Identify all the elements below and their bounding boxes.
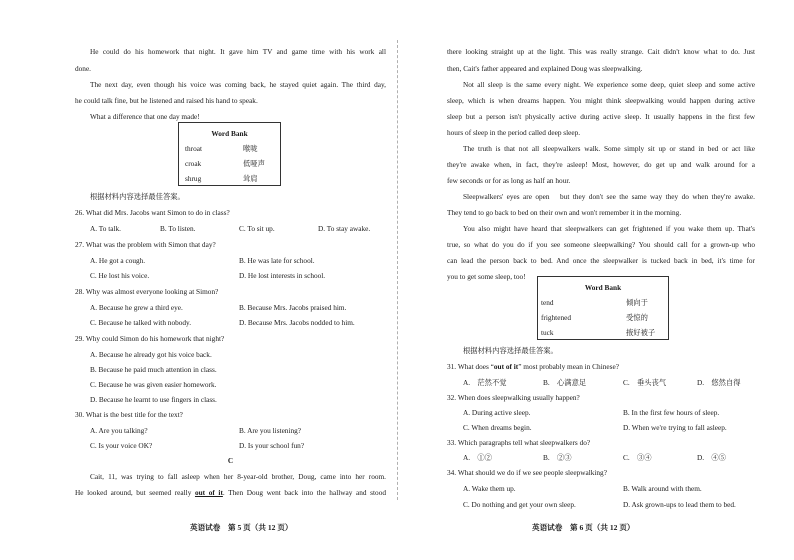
section-label: C bbox=[227, 456, 234, 465]
word-bank-translation: 低哑声 bbox=[243, 159, 265, 168]
option[interactable]: B. Are you listening? bbox=[239, 426, 302, 435]
word-bank-box bbox=[178, 122, 281, 186]
paragraph-line: they're awake when, in fact, they're asleep! Most, however, do get up and walk around for a bbox=[447, 160, 755, 169]
word-bank-title: Word Bank bbox=[211, 129, 248, 138]
option[interactable]: B. Because Mrs. Jacobs praised him. bbox=[239, 303, 347, 312]
paragraph-line: Sleepwalkers' eyes are open but they don't see the same way they do when they're awake. bbox=[463, 192, 755, 201]
quoted-phrase: out of it bbox=[493, 362, 519, 371]
option[interactable]: D. Is your school fun? bbox=[239, 441, 305, 450]
paragraph-line: sleep but a person isn't physically active during active sleep. It usually happens in the first few bbox=[447, 112, 755, 121]
paragraph-line: he could talk fine, but he listened and raised his hand to speak. bbox=[75, 96, 258, 105]
paragraph-line: few seconds or for as long as half an hour. bbox=[447, 176, 571, 185]
word-bank-word: frightened bbox=[541, 313, 571, 322]
word-bank-word: croak bbox=[185, 159, 202, 168]
option[interactable]: A. During active sleep. bbox=[463, 408, 531, 417]
text-segment: ” most probably mean in Chinese? bbox=[518, 362, 619, 371]
page-footer: 英语试卷 第 5 页（共 12 页） bbox=[190, 523, 293, 532]
option[interactable]: C. Because he was given easier homework. bbox=[90, 380, 217, 389]
option[interactable]: A. He got a cough. bbox=[90, 256, 146, 265]
instruction: 根据材料内容选择最佳答案。 bbox=[463, 346, 558, 355]
word-bank-translation: 受惊的 bbox=[626, 313, 648, 322]
word-bank-box bbox=[537, 276, 669, 340]
option[interactable]: A. 茫然不觉 bbox=[463, 378, 507, 387]
underlined-phrase: out of it bbox=[194, 488, 223, 497]
paragraph-line: Not all sleep is the same every night. We experience some deep, quiet sleep and some active bbox=[463, 80, 755, 89]
paragraph-line: can lead the person back to bed. And once the sleepwalker is tucked back in bed, it's time for bbox=[447, 256, 755, 265]
option[interactable]: B. In the first few hours of sleep. bbox=[623, 408, 720, 417]
option[interactable]: B. Because he paid much attention in class. bbox=[90, 365, 217, 374]
paragraph-line: What a difference that one day made! bbox=[90, 112, 200, 121]
word-bank-word: tend bbox=[541, 298, 554, 307]
option[interactable]: B. Walk around with them. bbox=[623, 484, 702, 493]
page-footer: 英语试卷 第 6 页（共 12 页） bbox=[532, 523, 635, 532]
paragraph-line: sleep, which is when dreams happen. You might think sleepwalking would happen during active bbox=[447, 96, 755, 105]
option[interactable]: D. He lost interests in school. bbox=[239, 271, 326, 280]
paragraph-line: You also might have heard that sleepwalkers can get frightened if you wake them up. That's bbox=[463, 224, 755, 233]
question-text: 29. Why could Simon do his homework that night? bbox=[75, 334, 225, 343]
option[interactable]: A. Are you talking? bbox=[90, 426, 148, 435]
paragraph-line: The next day, even though his voice was coming back, he stayed quiet again. The third day, bbox=[90, 80, 386, 89]
question-text: 34. What should we do if we see people sleepwalking? bbox=[447, 468, 607, 477]
option[interactable]: D. Because Mrs. Jacobs nodded to him. bbox=[239, 318, 355, 327]
option[interactable]: C. Because he talked with nobody. bbox=[90, 318, 192, 327]
option[interactable]: C. Is your voice OK? bbox=[90, 441, 153, 450]
option[interactable]: D. Ask grown-ups to lead them to bed. bbox=[623, 500, 736, 509]
text-segment: . Then Doug went back into the hallway and stood bbox=[222, 488, 386, 497]
question-text: 33. Which paragraphs tell what sleepwalkers do? bbox=[447, 438, 591, 447]
option[interactable]: D. Because he learnt to use fingers in class. bbox=[90, 395, 217, 404]
option[interactable]: C. When dreams begin. bbox=[463, 423, 532, 432]
question-text: 27. What was the problem with Simon that day? bbox=[75, 240, 216, 249]
option[interactable]: B. 心满意足 bbox=[543, 378, 587, 387]
option[interactable]: C. To sit up. bbox=[239, 224, 275, 233]
option[interactable]: C. ③④ bbox=[623, 453, 652, 462]
text-segment: He looked around, but seemed really bbox=[75, 488, 195, 497]
question-text: 32. When does sleepwalking usually happen? bbox=[447, 393, 580, 402]
paragraph-line: Cait, 11, was trying to fall asleep when her 8-year-old brother, Doug, came into her room. bbox=[90, 472, 386, 481]
option[interactable]: A. Because he already got his voice back. bbox=[90, 350, 212, 359]
word-bank-translation: 耸肩 bbox=[243, 174, 258, 183]
right-page bbox=[397, 0, 794, 560]
option[interactable]: D. When we're trying to fall asleep. bbox=[623, 423, 727, 432]
paragraph-line: there looking straight up at the light. This was really strange. Cait didn't know what to do. Just bbox=[447, 47, 755, 56]
question-text: 28. Why was almost everyone looking at Simon? bbox=[75, 287, 219, 296]
word-bank-title: Word Bank bbox=[584, 283, 622, 292]
paragraph-line: done. bbox=[75, 64, 92, 73]
question-text: 30. What is the best title for the text? bbox=[75, 410, 183, 419]
word-bank-translation: 掖好被子 bbox=[626, 328, 656, 337]
option[interactable]: A. Because he grew a third eye. bbox=[90, 303, 183, 312]
option[interactable]: A. Wake them up. bbox=[463, 484, 516, 493]
instruction: 根据材料内容选择最佳答案。 bbox=[90, 192, 185, 201]
word-bank-translation: 倾向于 bbox=[626, 298, 648, 307]
option[interactable]: A. To talk. bbox=[90, 224, 121, 233]
word-bank-word: tuck bbox=[541, 328, 554, 337]
word-bank-translation: 喉咙 bbox=[243, 144, 258, 153]
option[interactable]: B. He was late for school. bbox=[239, 256, 315, 265]
paragraph-line: He could do his homework that night. It gave him TV and game time with his work all bbox=[90, 47, 386, 56]
paragraph-line: you to get some sleep, too! bbox=[447, 272, 526, 281]
option[interactable]: B. ②③ bbox=[543, 453, 572, 462]
option[interactable]: C. Do nothing and get your own sleep. bbox=[463, 500, 576, 509]
text-segment: 31. What does “ bbox=[447, 362, 494, 371]
paragraph-line: They tend to go back to bed on their own and won't remember it in the morning. bbox=[447, 208, 682, 217]
word-bank-word: throat bbox=[185, 144, 203, 153]
question-text: 26. What did Mrs. Jacobs want Simon to do in class? bbox=[75, 208, 230, 217]
option[interactable]: D. 悠然自得 bbox=[697, 378, 741, 387]
paragraph-line: then, Cait's father appeared and explained Doug was sleepwalking. bbox=[447, 64, 643, 73]
paragraph-line: The truth is that not all sleepwalkers walk. Some simply sit up or stand in bed or act like bbox=[463, 144, 755, 153]
word-bank-word: shrug bbox=[185, 174, 202, 183]
option[interactable]: B. To listen. bbox=[160, 224, 196, 233]
question-text bbox=[447, 362, 619, 371]
option[interactable]: A. ①② bbox=[463, 453, 492, 462]
paragraph-line: true, so what do you do if you see someone sleepwalking? You should call for a grown-up who bbox=[447, 240, 755, 249]
option[interactable]: C. He lost his voice. bbox=[90, 271, 150, 280]
paragraph-line: hours of sleep in the period called deep sleep. bbox=[447, 128, 581, 137]
paragraph-line bbox=[75, 488, 386, 497]
option[interactable]: D. ④⑤ bbox=[697, 453, 726, 462]
option[interactable]: D. To stay awake. bbox=[318, 224, 371, 233]
option[interactable]: C. 垂头丧气 bbox=[623, 378, 667, 387]
